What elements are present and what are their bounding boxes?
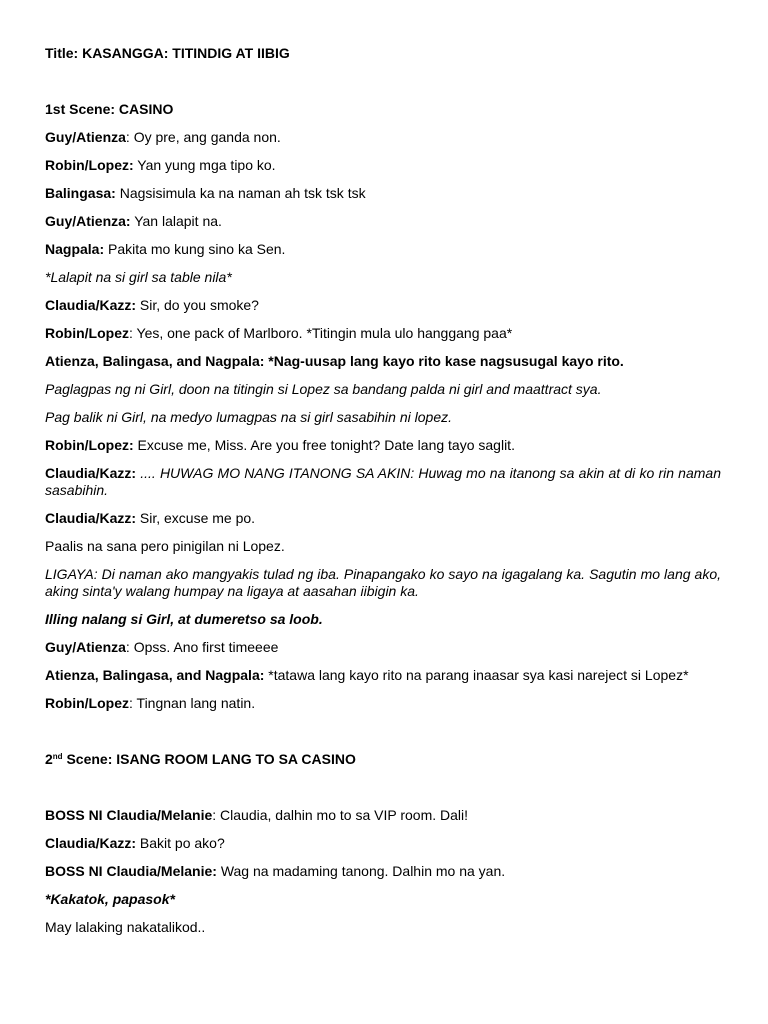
line-text: Bakit po ako?: [136, 835, 225, 851]
stage-direction: Paalis na sana pero pinigilan ni Lopez.: [45, 538, 285, 554]
speaker: Guy/Atienza:: [45, 213, 131, 229]
line-text: Sir, do you smoke?: [136, 297, 259, 313]
speaker: Atienza, Balingasa, and Nagpala:: [45, 667, 265, 683]
speaker: Claudia/Kazz:: [45, 835, 137, 851]
speaker: Guy/Atienza: [45, 129, 126, 145]
dialogue-line: [45, 213, 721, 230]
stage-direction: *Kakatok, papasok*: [45, 891, 175, 907]
speaker: Claudia/Kazz:: [45, 465, 137, 481]
speaker: Balingasa:: [45, 185, 116, 201]
line-text: Nagsisimula ka na naman ah tsk tsk tsk: [115, 185, 366, 201]
spacer: [45, 73, 721, 101]
dialogue-line: [45, 353, 721, 370]
stage-direction: Illing nalang si Girl, at dumeretso sa loob.: [45, 611, 323, 627]
dialogue-line: [45, 465, 721, 499]
stage-direction: Paglagpas ng ni Girl, doon na titingin si Lopez sa bandang palda ni girl and maattract sya.: [45, 381, 602, 397]
spacer: [45, 779, 721, 807]
speaker: Guy/Atienza: [45, 639, 126, 655]
dialogue-line: [45, 241, 721, 258]
speaker: Atienza, Balingasa, and Nagpala:: [45, 353, 265, 369]
line-text: *Nag-uusap lang kayo rito kase nagsusugal kayo rito.: [264, 353, 624, 369]
dialogue-line: [45, 667, 721, 684]
line-text: Sir, excuse me po.: [136, 510, 256, 526]
line-text: Oy pre, ang ganda non.: [133, 129, 281, 145]
song-lyric: LIGAYA: Di naman ako mangyakis tulad ng iba. Pinapangako ko sayo na igagalang ka. Sagutin mo lang ako, aking sinta'y walang humpay na ligaya at aasahan iibigin ka.: [45, 566, 721, 599]
document-title: Title: KASANGGA: TITINDIG AT IIBIG: [45, 45, 290, 61]
line-text: Excuse me, Miss. Are you free tonight? Date lang tayo saglit.: [133, 437, 515, 453]
dialogue-line: Robin/Lopez: Tingnan lang natin.: [45, 695, 256, 711]
stage-direction: May lalaking nakatalikod..: [45, 919, 206, 935]
line-text: Yan lalapit na.: [130, 213, 222, 229]
speaker: Robin/Lopez: [45, 325, 129, 341]
dialogue-line: [45, 437, 721, 454]
speaker: Nagpala:: [45, 241, 105, 257]
speaker: BOSS NI Claudia/Melanie: [45, 807, 213, 823]
dialogue-line: Guy/Atienza: Oy pre, ang ganda non.: [45, 129, 281, 145]
stage-direction: Pag balik ni Girl, na medyo lumagpas na si girl sasabihin ni lopez.: [45, 409, 452, 425]
spacer: [45, 723, 721, 751]
speaker: Robin/Lopez:: [45, 157, 134, 173]
line-text: Claudia, dalhin mo to sa VIP room. Dali!: [220, 807, 469, 823]
line-text: .... HUWAG MO NANG ITANONG SA AKIN: Huwag mo na itanong sa akin at di ko rin naman sasabihin.: [45, 465, 721, 498]
dialogue-line: [45, 297, 721, 314]
dialogue-line: BOSS NI Claudia/Melanie: Claudia, dalhin mo to sa VIP room. Dali!: [45, 807, 469, 823]
dialogue-line: [45, 863, 721, 880]
speaker: Robin/Lopez:: [45, 437, 134, 453]
dialogue-line: [45, 157, 721, 174]
dialogue-line: [45, 835, 721, 852]
speaker: Claudia/Kazz:: [45, 510, 137, 526]
dialogue-line: Guy/Atienza: Opss. Ano first timeeee: [45, 639, 279, 655]
line-text: *tatawa lang kayo rito na parang inaasar sya kasi nareject si Lopez*: [264, 667, 689, 683]
scene-heading: 2nd Scene: ISANG ROOM LANG TO SA CASINO: [45, 751, 356, 767]
dialogue-line: [45, 185, 721, 202]
line-text: Wag na madaming tanong. Dalhin mo na yan.: [216, 863, 506, 879]
speaker: Robin/Lopez: [45, 695, 129, 711]
dialogue-line: [45, 510, 721, 527]
stage-direction: *Lalapit na si girl sa table nila*: [45, 269, 232, 285]
speaker: BOSS NI Claudia/Melanie:: [45, 863, 217, 879]
line-text: Opss. Ano first timeeee: [133, 639, 279, 655]
speaker: Claudia/Kazz:: [45, 297, 137, 313]
scene-heading: 1st Scene: CASINO: [45, 101, 174, 117]
line-text: Pakita mo kung sino ka Sen.: [104, 241, 286, 257]
dialogue-line: Robin/Lopez: Yes, one pack of Marlboro. *Titingin mula ulo hanggang paa*: [45, 325, 513, 341]
line-text: Tingnan lang natin.: [136, 695, 256, 711]
line-text: Yes, one pack of Marlboro. *Titingin mula ulo hanggang paa*: [136, 325, 513, 341]
line-text: Yan yung mga tipo ko.: [133, 157, 276, 173]
